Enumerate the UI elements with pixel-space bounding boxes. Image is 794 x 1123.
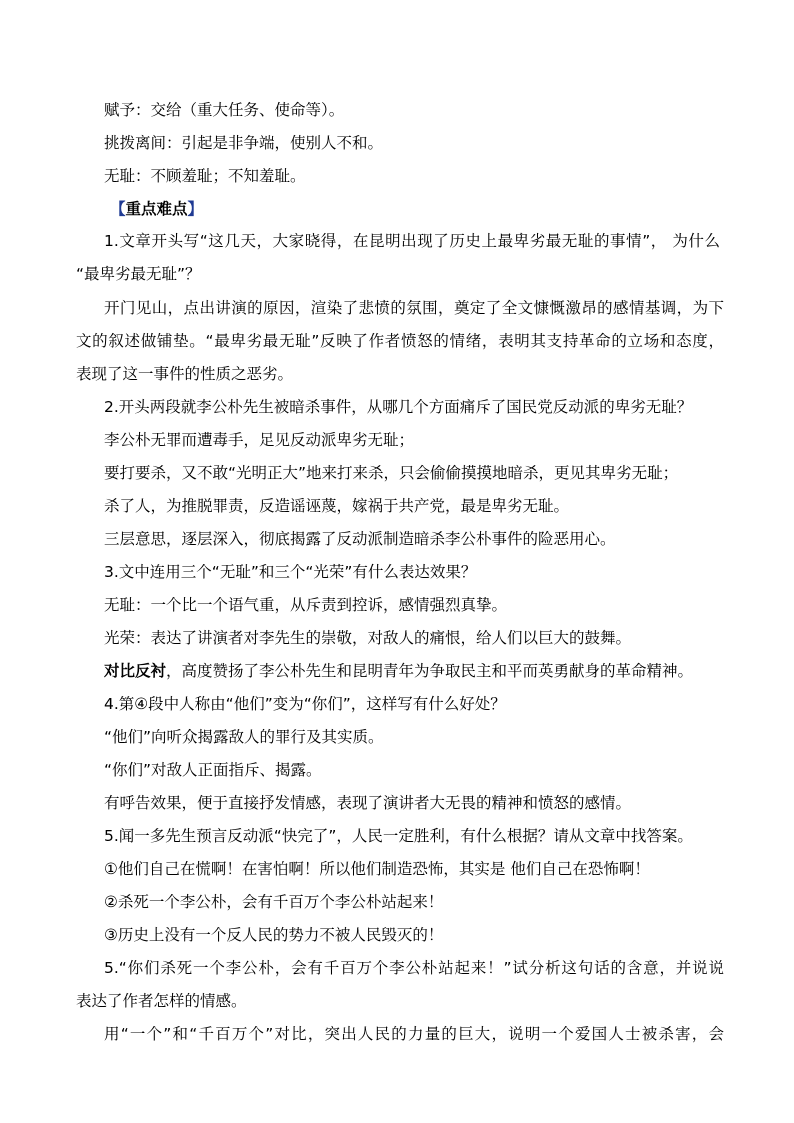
contrast-emphasis: 对比反衬 xyxy=(104,662,167,680)
question-6-line-2: 表达了作者怎样的情感。 xyxy=(76,992,247,1010)
answer-6-line-1: 用“一个”和“千百万个”对比，突出人民的力量的巨大，说明一个爱国人士被杀害，会 xyxy=(104,1025,724,1043)
answer-2-line-2: 要打要杀，又不敢“光明正大”地来打来杀，只会偷偷摸摸地暗杀，更见其卑劣无耻； xyxy=(104,464,679,482)
answer-1-line-1: 开门见山，点出讲演的原因，渲染了悲愤的氛围，奠定了全文慷慨激昂的感情基调，为下 xyxy=(104,299,724,317)
answer-3-line-3 xyxy=(104,661,693,681)
answer-5-line-2: ②杀死一个李公朴，会有千百万个李公朴站起来！ xyxy=(104,893,444,911)
title-text: 重点难点 xyxy=(125,200,188,218)
question-2: 2.开头两段就李公朴先生被暗杀事件，从哪几个方面痛斥了国民党反动派的卑劣无耻？ xyxy=(104,398,693,416)
question-6-line-1: 5.“你们杀死一个李公朴，会有千百万个李公朴站起来！”试分析这句话的含意，并说说 xyxy=(104,959,724,977)
question-1-line-1: 1.文章开头写“这几天，大家晓得，在昆明出现了历史上最卑劣最无耻的事情”， 为什么 xyxy=(104,232,720,250)
answer-3-line-2: 光荣：表达了讲演者对李先生的崇敬，对敌人的痛恨，给人们以巨大的鼓舞。 xyxy=(104,629,632,647)
question-5: 5.闻一多先生预言反动派“快完了”，人民一定胜利，有什么根据？请从文章中找答案。 xyxy=(104,827,693,845)
answer-5-line-1: ①他们自己在慌啊！在害怕啊！所以他们制造恐怖，其实是 他们自己在恐怖啊！ xyxy=(104,860,650,878)
answer-2-line-1: 李公朴无罪而遭毒手，足见反动派卑劣无耻； xyxy=(104,431,415,449)
title-bracket-close: 】 xyxy=(187,200,204,218)
answer-4-line-1: “他们”向听众揭露敌人的罪行及其实质。 xyxy=(104,728,384,746)
answer-4-line-3: 有呼告效果，便于直接抒发情感，表现了演讲者大无畏的精神和愤怒的感情。 xyxy=(104,794,632,812)
definition-fuyu: 赋予：交给（重大任务、使命等）。 xyxy=(104,101,345,119)
question-4: 4.第④段中人称由“他们”变为“你们”，这样写有什么好处？ xyxy=(104,695,506,713)
answer-3-line-3-rest: ，高度赞扬了李公朴先生和昆明青年为争取民主和平而英勇献身的革命精神。 xyxy=(166,662,694,680)
answer-5-line-3: ③历史上没有一个反人民的势力不被人民毁灭的！ xyxy=(104,926,444,944)
definition-tiaobolijian: 挑拨离间：引起是非争端，使别人不和。 xyxy=(104,134,384,152)
title-bracket-open: 【 xyxy=(110,200,126,218)
section-title-key-points xyxy=(110,199,203,219)
answer-2-line-4: 三层意思，逐层深入，彻底揭露了反动派制造暗杀李公朴事件的险恶用心。 xyxy=(104,530,616,548)
answer-1-line-2: 文的叙述做铺垫。“最卑劣最无耻”反映了作者愤怒的情绪，表明其支持革命的立场和态度， xyxy=(76,332,724,350)
question-1-line-2: “最卑劣最无耻”？ xyxy=(76,265,201,283)
question-3: 3.文中连用三个“无耻”和三个“光荣”有什么表达效果？ xyxy=(104,563,477,581)
answer-2-line-3: 杀了人，为推脱罪责，反造谣诬蔑，嫁祸于共产党，最是卑劣无耻。 xyxy=(104,497,570,515)
answer-4-line-2: “你们”对敌人正面指斥、揭露。 xyxy=(104,761,322,779)
answer-3-line-1: 无耻：一个比一个语气重，从斥责到控诉，感情强烈真挚。 xyxy=(104,596,508,614)
definition-wuchi: 无耻：不顾羞耻；不知羞耻。 xyxy=(104,167,306,185)
answer-1-line-3: 表现了这一事件的性质之恶劣。 xyxy=(76,365,294,383)
